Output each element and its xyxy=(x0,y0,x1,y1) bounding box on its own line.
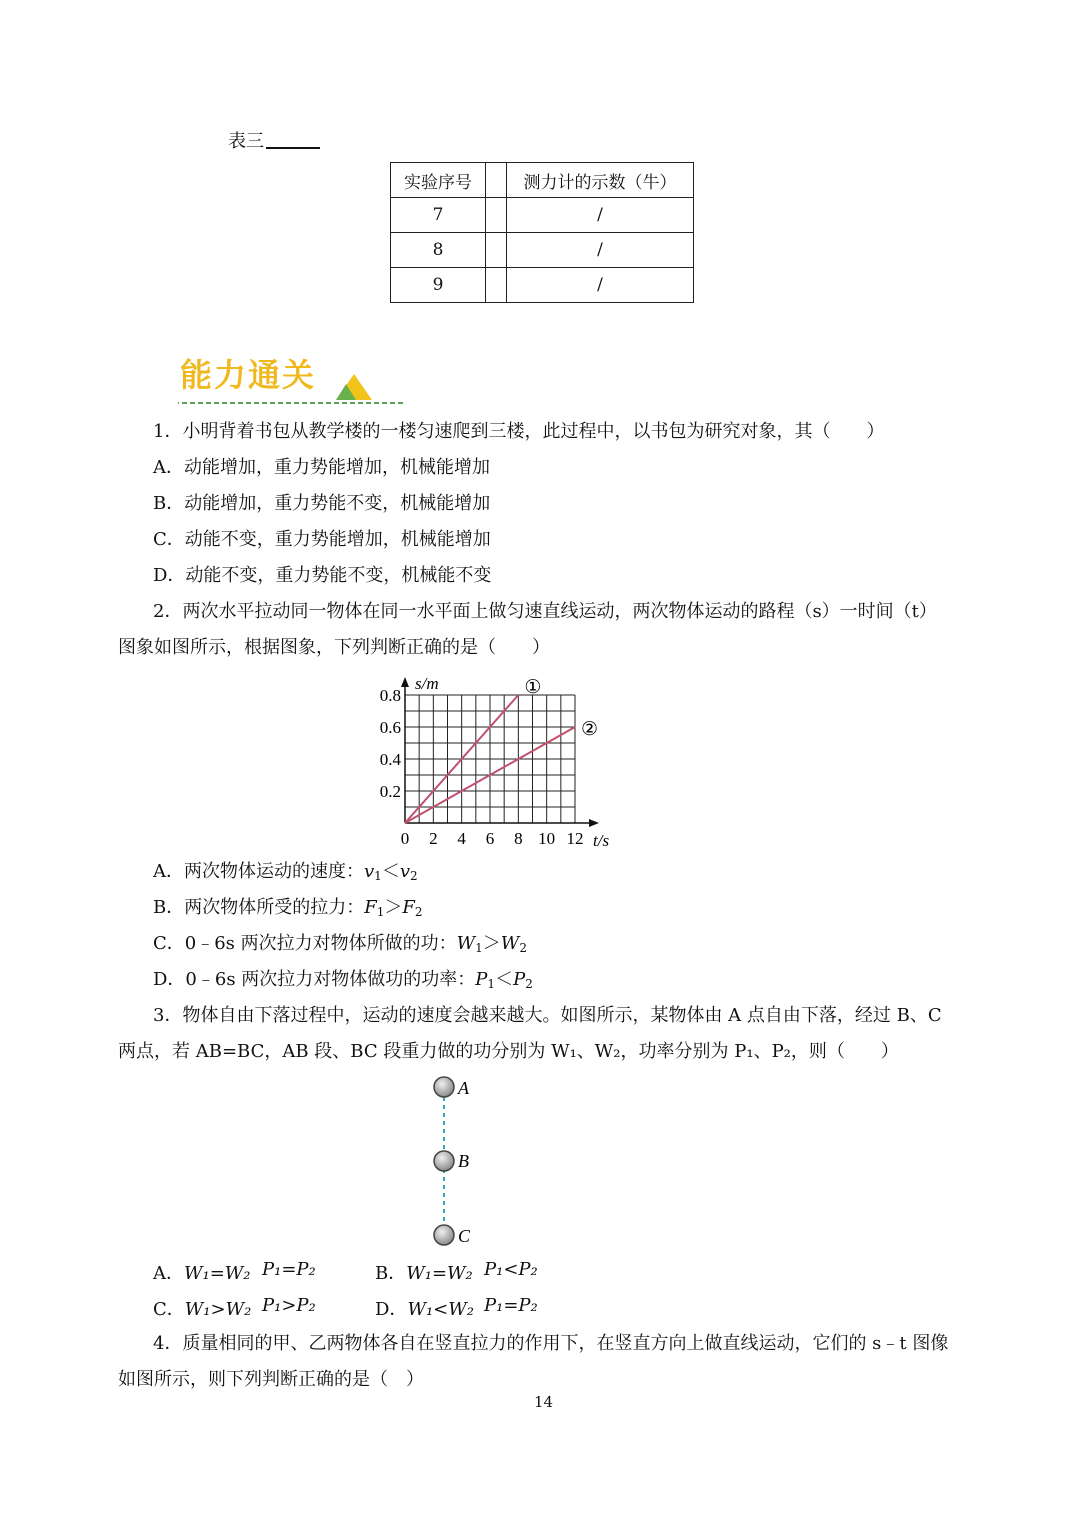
q3-option-b-p xyxy=(484,1259,538,1280)
x-tick-label: 6 xyxy=(485,829,495,848)
option-w: W₁=W₂ xyxy=(406,1263,473,1284)
q3-stem-line2: 两点，若 AB=BC，AB 段、BC 段重力做的功分别为 W₁、W₂，功率分别为 P₁、P₂，则（ ） xyxy=(118,1041,899,1062)
y-tick-label: 0.6 xyxy=(379,718,401,737)
relation: ＞ xyxy=(482,933,501,954)
option-p: P₁<P₂ xyxy=(484,1259,538,1280)
q1-option-c: C．动能不变，重力势能增加，机械能增加 xyxy=(153,529,491,550)
point-label-b: B xyxy=(458,1151,469,1171)
subscript: 1 xyxy=(376,905,385,919)
q2-stem-line1: 2．两次水平拉动同一物体在同一水平面上做匀速直线运动，两次物体运动的路程（s）一时间（t） xyxy=(153,601,937,622)
table3-title-blank xyxy=(266,129,320,149)
symbol-f: F xyxy=(364,897,377,918)
q3-option-c xyxy=(153,1295,251,1321)
q3-option-b xyxy=(375,1259,473,1285)
free-fall-diagram xyxy=(420,1070,500,1250)
option-p: P₁=P₂ xyxy=(484,1295,538,1316)
q1-option-a: A．动能增加，重力势能增加，机械能增加 xyxy=(153,457,490,478)
q2-option-b xyxy=(153,895,423,921)
series-label-2: ② xyxy=(581,719,599,740)
table-cell: 9 xyxy=(391,268,486,303)
symbol-v: v xyxy=(399,861,410,882)
experiment-table xyxy=(390,162,694,303)
q3-option-d xyxy=(375,1295,474,1321)
relation: ＞ xyxy=(384,897,403,918)
q2-option-d-prefix: D．0﹣6s 两次拉力对物体做功的功率： xyxy=(153,969,476,990)
table-cell: / xyxy=(507,198,694,233)
table-header-cell xyxy=(486,163,507,198)
q1-option-b: B．动能增加，重力势能不变，机械能增加 xyxy=(153,493,491,514)
q2-option-b-prefix: B．两次物体所受的拉力： xyxy=(153,897,365,918)
q2-option-c xyxy=(153,931,527,957)
series-line-1 xyxy=(405,695,518,823)
table3-title xyxy=(228,127,320,153)
table-cell xyxy=(486,198,507,233)
option-label: C． xyxy=(153,1299,185,1320)
table3-title-text: 表三 xyxy=(228,131,264,152)
x-tick-label: 10 xyxy=(538,829,556,848)
table-cell xyxy=(486,268,507,303)
x-tick-label: 12 xyxy=(566,829,584,848)
symbol-p: P xyxy=(475,969,488,990)
point-label-a: A xyxy=(458,1078,469,1098)
subscript: 1 xyxy=(487,977,496,991)
q4-stem-line2: 如图所示，则下列判断正确的是（ ） xyxy=(118,1369,424,1390)
mountain-icon xyxy=(178,348,408,408)
option-p: P₁=P₂ xyxy=(262,1259,316,1280)
relation: ＜ xyxy=(495,969,514,990)
x-axis-arrow xyxy=(589,819,599,827)
series-line-2 xyxy=(405,727,575,823)
y-axis-label: s/m xyxy=(415,674,439,693)
table-cell xyxy=(486,233,507,268)
y-tick-label: 0.2 xyxy=(379,782,401,801)
option-label: A． xyxy=(153,1263,184,1284)
q3-option-a xyxy=(153,1259,251,1285)
q2-option-a-prefix: A．两次物体运动的速度： xyxy=(153,861,364,882)
option-label: B． xyxy=(375,1263,407,1284)
symbol-f: F xyxy=(402,897,415,918)
table-row xyxy=(391,198,694,233)
q3-option-c-p xyxy=(262,1295,316,1316)
table-header-row xyxy=(391,163,694,198)
y-axis-arrow xyxy=(401,677,409,687)
ball-a xyxy=(434,1077,454,1097)
subscript: 2 xyxy=(414,905,423,919)
table-header-cell: 测力计的示数（牛） xyxy=(507,163,694,198)
series-label-1: ① xyxy=(524,677,542,698)
x-tick-label: 2 xyxy=(429,829,438,848)
option-w: W₁=W₂ xyxy=(184,1263,251,1284)
x-tick-label: 4 xyxy=(457,829,466,848)
q3-option-d-p xyxy=(484,1295,538,1316)
table-header-cell: 实验序号 xyxy=(391,163,486,198)
option-w: W₁<W₂ xyxy=(407,1299,474,1320)
table-row xyxy=(391,268,694,303)
table-cell: 7 xyxy=(391,198,486,233)
ball-b xyxy=(434,1151,454,1171)
symbol-p: P xyxy=(513,969,526,990)
q3-stem-line1: 3．物体自由下落过程中，运动的速度会越来越大。如图所示，某物体由 A 点自由下落，经过 B、C xyxy=(153,1005,942,1026)
y-tick-label: 0.8 xyxy=(379,686,401,705)
symbol-w: W xyxy=(456,933,476,954)
option-label: D． xyxy=(375,1299,408,1320)
symbol-w: W xyxy=(500,933,520,954)
q3-option-a-p xyxy=(262,1259,316,1280)
x-tick-label: 0 xyxy=(400,829,410,848)
subscript: 2 xyxy=(519,941,527,955)
q2-option-d xyxy=(153,967,533,993)
y-tick-label: 0.4 xyxy=(379,750,401,769)
subscript: 2 xyxy=(409,869,418,883)
subscript: 1 xyxy=(374,869,382,883)
ball-c xyxy=(434,1225,454,1245)
table-row xyxy=(391,233,694,268)
section-banner xyxy=(178,348,408,408)
q2-option-a xyxy=(153,859,418,885)
x-axis-label: t/s xyxy=(593,831,610,850)
subscript: 2 xyxy=(525,977,533,991)
page-number: 14 xyxy=(534,1393,554,1411)
table-cell: 8 xyxy=(391,233,486,268)
q1-stem: 1．小明背着书包从教学楼的一楼匀速爬到三楼，此过程中，以书包为研究对象，其（ ） xyxy=(153,421,885,442)
q1-option-d: D．动能不变，重力势能不变，机械能不变 xyxy=(153,565,492,586)
x-tick-label: 8 xyxy=(514,829,523,848)
subscript: 1 xyxy=(475,941,483,955)
table-cell: / xyxy=(507,268,694,303)
q4-stem-line1: 4．质量相同的甲、乙两物体各自在竖直拉力的作用下，在竖直方向上做直线运动，它们的 s﹣t 图像 xyxy=(153,1333,949,1354)
option-w: W₁>W₂ xyxy=(184,1299,252,1320)
relation: ＜ xyxy=(381,861,400,882)
point-label-c: C xyxy=(458,1226,471,1246)
section-title: 能力通关 xyxy=(180,356,317,394)
option-p: P₁>P₂ xyxy=(262,1295,316,1316)
symbol-v: v xyxy=(364,861,375,882)
q2-option-c-prefix: C．0﹣6s 两次拉力对物体所做的功： xyxy=(153,933,457,954)
table-cell: / xyxy=(507,233,694,268)
q2-stem-line2: 图象如图所示，根据图象，下列判断正确的是（ ） xyxy=(118,637,550,658)
